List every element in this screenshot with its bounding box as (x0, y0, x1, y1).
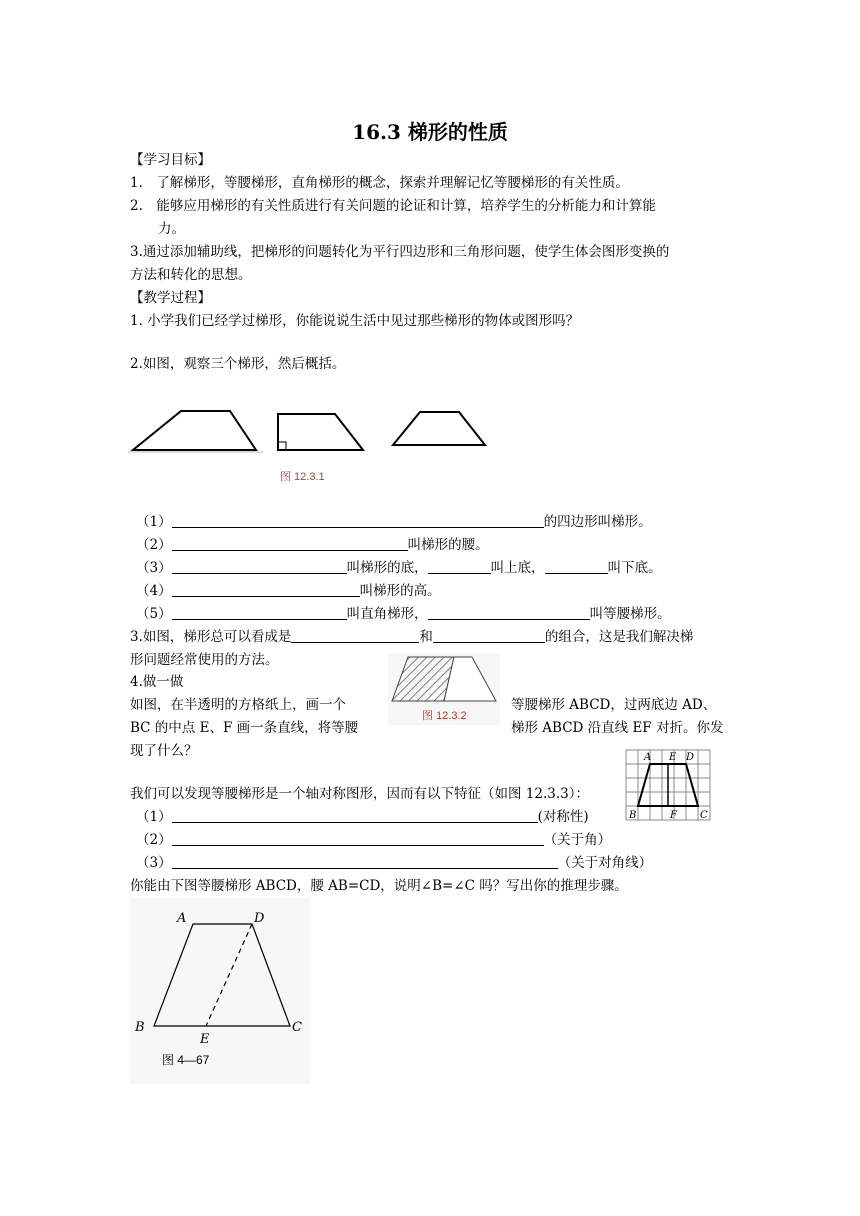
fig3-label-d: D (686, 752, 695, 763)
reasoning-question: 你能由下图等腰梯形 ABCD，腰 AB=CD，说明∠B=∠C 吗？写出你的推理步骤。 (130, 878, 628, 894)
feature-2-number: （2） (136, 832, 172, 848)
fig4-label-a: A (177, 911, 187, 926)
objective-1: 1. 了解梯形，等腰梯形，直角梯形的概念，探索并理解记忆等腰梯形的有关性质。 (130, 175, 629, 191)
feature-3-blank[interactable] (172, 854, 558, 869)
fill-3-text-c: 叫下底。 (607, 560, 662, 576)
objective-2: 2. 能够应用梯形的有关性质进行有关问题的论证和计算，培养学生的分析能力和计算能 (130, 198, 656, 214)
fill-4 (136, 582, 441, 600)
question-3-text-c: 的组合，这是我们解决梯 (544, 629, 694, 645)
fig3-label-b: B (629, 810, 637, 821)
fill-2 (136, 536, 489, 554)
figure-4-67 (130, 898, 310, 1084)
fig4-label-e: E (200, 1032, 210, 1047)
objectives-heading: 【学习目标】 (130, 152, 211, 168)
question-4-line-3: 现了什么？ (130, 743, 198, 759)
feature-3-text: （关于对角线） (557, 855, 653, 871)
feature-1-text: (对称性) (537, 809, 589, 825)
fig3-label-a: A (644, 752, 652, 763)
figure-12-3-1 (128, 400, 498, 490)
fill-4-number: （4） (136, 583, 172, 599)
question-4-line-2a: BC 的中点 E、F 画一条直线，将等腰 (130, 720, 359, 736)
question-4-line-1a: 如图，在半透明的方格纸上，画一个 (130, 697, 346, 713)
question-1: 1. 小学我们已经学过梯形，你能说说生活中见过那些梯形的物体或图形吗？ (130, 313, 580, 329)
fig3-label-f: F (670, 810, 677, 821)
objective-3: 3.通过添加辅助线，把梯形的问题转化为平行四边形和三角形问题，使学生体会图形变换的 (130, 244, 670, 260)
fill-5-text-b: 叫等腰梯形。 (589, 606, 671, 622)
feature-1-blank[interactable] (172, 808, 538, 823)
question-3-blank-b[interactable] (433, 628, 545, 643)
fill-5-blank-b[interactable] (428, 605, 590, 620)
fill-3-blank-b[interactable] (428, 559, 491, 574)
feature-2-text: （关于角） (543, 832, 612, 848)
question-3-text-b: 和 (419, 629, 433, 645)
question-3-cont: 形问题经常使用的方法。 (130, 652, 279, 668)
feature-1-number: （1） (136, 809, 172, 825)
fill-2-text: 叫梯形的腰。 (407, 537, 489, 553)
fill-5 (136, 605, 671, 623)
process-heading: 【教学过程】 (130, 290, 211, 306)
fill-5-blank-a[interactable] (172, 605, 347, 620)
fill-1-text: 的四边形叫梯形。 (543, 514, 652, 530)
feature-1 (136, 808, 589, 826)
question-4-line-1b: 等腰梯形 ABCD，过两底边 AD、 (511, 697, 717, 713)
fill-3-number: （3） (136, 560, 172, 576)
fill-3-blank-c[interactable] (545, 559, 608, 574)
fill-1-blank[interactable] (172, 513, 544, 528)
objective-2-cont: 力。 (158, 221, 185, 237)
fill-1 (136, 513, 652, 531)
fill-4-blank[interactable] (172, 582, 360, 597)
fill-3-text-b: 叫上底， (490, 560, 545, 576)
question-3-blank-a[interactable] (291, 628, 419, 643)
fill-3 (136, 559, 662, 577)
fig3-label-c: C (700, 810, 708, 821)
fill-4-text: 叫梯形的高。 (359, 583, 441, 599)
fill-5-text-a: 叫直角梯形， (346, 606, 428, 622)
question-3-text-a: 3.如图，梯形总可以看成是 (130, 629, 292, 645)
fill-3-text-a: 叫梯形的底， (346, 560, 428, 576)
question-2: 2.如图，观察三个梯形，然后概括。 (130, 356, 346, 372)
fig3-label-e: E (669, 752, 677, 763)
fill-1-number: （1） (136, 514, 172, 530)
question-4-line-2b: 梯形 ABCD 沿直线 EF 对折。你发 (511, 720, 724, 736)
feature-3 (136, 854, 652, 872)
objective-3-cont: 方法和转化的思想。 (130, 267, 252, 283)
figure-12-3-2 (388, 653, 500, 725)
figure-12-3-3 (624, 748, 714, 822)
fill-2-blank[interactable] (172, 536, 408, 551)
features-intro: 我们可以发现等腰梯形是一个轴对称图形，因而有以下特征（如图 12.3.3）： (130, 786, 589, 802)
figure-12-3-2-caption: 图 12.3.2 (422, 710, 467, 722)
fill-5-number: （5） (136, 606, 172, 622)
fill-3-blank-a[interactable] (172, 559, 347, 574)
figure-12-3-1-caption: 图 12.3.1 (280, 471, 325, 483)
question-4-heading: 4.做一做 (130, 674, 184, 690)
feature-3-number: （3） (136, 855, 172, 871)
question-3 (130, 628, 693, 646)
fig4-label-c: C (292, 1020, 302, 1035)
figure-4-67-caption: 图 4—67 (162, 1053, 210, 1067)
feature-2 (136, 831, 611, 849)
fig4-label-d: D (254, 911, 265, 926)
fill-2-number: （2） (136, 537, 172, 553)
feature-2-blank[interactable] (172, 831, 544, 846)
fig4-label-b: B (135, 1020, 145, 1035)
page-title: 16.3 梯形的性质 (352, 120, 508, 144)
